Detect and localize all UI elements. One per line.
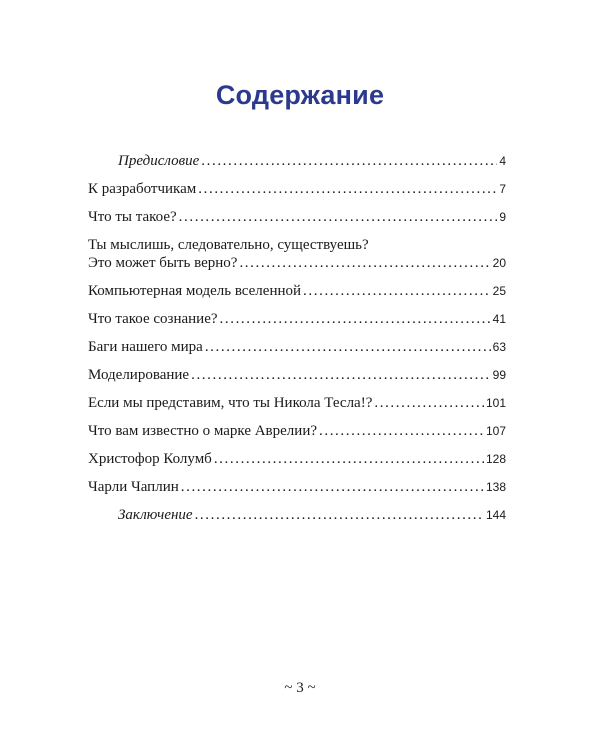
toc-entry-label-line1: Ты мыслишь, следовательно, существуешь?	[88, 237, 369, 253]
page-title: Содержание	[215, 80, 385, 110]
toc-entry-page: 41	[492, 312, 506, 326]
toc-entry-label: Что такое сознание?	[88, 311, 218, 327]
toc-entry-page: 138	[485, 480, 506, 494]
toc-entry-consciousness[interactable]	[88, 310, 506, 328]
toc-entry-page: 4	[499, 154, 506, 168]
toc-entry-page: 128	[485, 452, 506, 466]
toc-entry-marcus-aurelius[interactable]	[88, 422, 506, 440]
toc-entry-label: Христофор Колумб	[88, 451, 212, 467]
toc-entry-page: 63	[492, 340, 506, 354]
toc-entry-page: 7	[499, 182, 506, 196]
dot-leader	[205, 338, 491, 356]
toc-entry-what-are-you[interactable]	[88, 208, 506, 226]
toc-entry-tesla[interactable]	[88, 394, 506, 412]
dot-leader	[201, 152, 497, 170]
dot-leader	[239, 254, 490, 272]
toc-entry-preface[interactable]	[118, 152, 506, 170]
toc-entry-page: 107	[485, 424, 506, 438]
toc-entry-page: 99	[492, 368, 506, 382]
toc-entry-label: Это может быть верно?	[88, 255, 238, 271]
toc-entry-conclusion[interactable]	[118, 506, 506, 524]
toc-entry-chaplin[interactable]	[88, 478, 506, 496]
toc-entry-modeling[interactable]	[88, 366, 506, 384]
dot-leader	[191, 366, 491, 384]
toc-entry-label: К разработчикам	[88, 181, 197, 197]
dot-leader	[319, 422, 484, 440]
toc-entry-you-think[interactable]	[88, 236, 506, 272]
dot-leader	[181, 478, 484, 496]
toc-entry-label: Заключение	[118, 507, 193, 523]
dot-leader	[374, 394, 484, 412]
toc-entry-page: 9	[499, 210, 506, 224]
dot-leader	[179, 208, 498, 226]
dot-leader	[214, 450, 484, 468]
toc-entry-page: 25	[492, 284, 506, 298]
dot-leader	[220, 310, 491, 328]
toc-entry-page: 20	[492, 256, 506, 270]
toc-entry-label: Чарли Чаплин	[88, 479, 179, 495]
dot-leader	[198, 180, 497, 198]
dot-leader	[303, 282, 491, 300]
toc-entry-computer-model[interactable]	[88, 282, 506, 300]
toc-entry-page: 101	[485, 396, 506, 410]
toc-entry-label: Что ты такое?	[88, 209, 177, 225]
dot-leader	[195, 506, 484, 524]
toc-entry-label: Предисловие	[118, 153, 200, 169]
table-of-contents	[88, 152, 506, 534]
page-number: ~ 3 ~	[284, 680, 316, 696]
toc-entry-bugs[interactable]	[88, 338, 506, 356]
toc-entry-developers[interactable]	[88, 180, 506, 198]
toc-entry-label: Если мы представим, что ты Никола Тесла!?	[88, 395, 373, 411]
toc-entry-page: 144	[485, 508, 506, 522]
toc-entry-label: Моделирование	[88, 367, 190, 383]
toc-entry-label: Баги нашего мира	[88, 339, 203, 355]
toc-entry-label: Компьютерная модель вселенной	[88, 283, 302, 299]
toc-entry-label: Что вам известно о марке Аврелии?	[88, 423, 317, 439]
toc-entry-columbus[interactable]	[88, 450, 506, 468]
